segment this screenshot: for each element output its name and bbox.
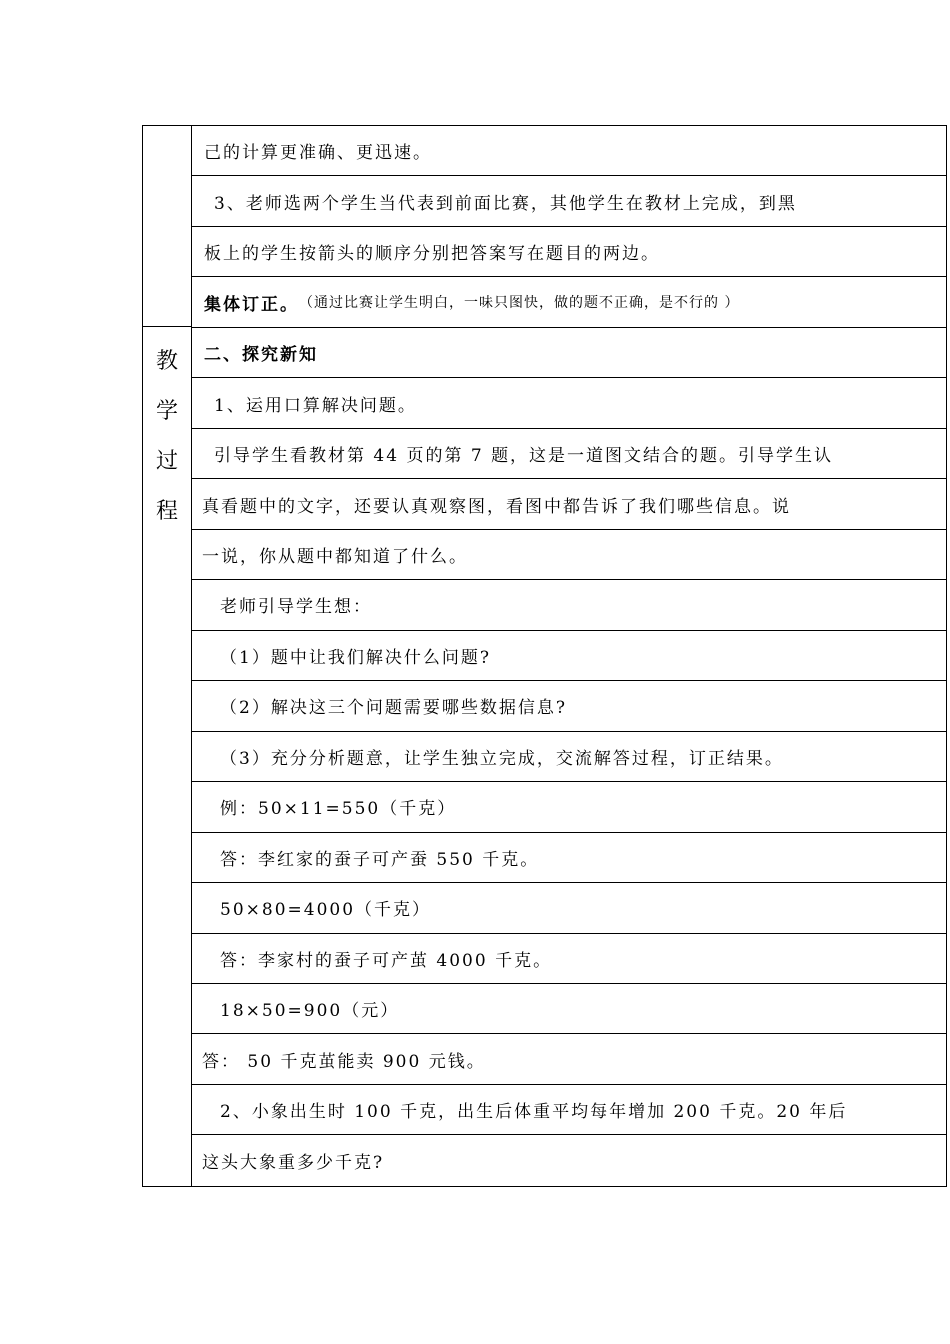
content-row: 一说，你从题中都知道了什么。 [192, 530, 946, 580]
content-row: （3）充分分析题意，让学生独立完成，交流解答过程，订正结果。 [192, 732, 946, 782]
label-column [143, 126, 192, 1186]
content-row: 18×50=900（元） [192, 984, 946, 1034]
content-row: 答： 50 千克茧能卖 900 元钱。 [192, 1034, 946, 1084]
content-column [192, 126, 946, 1186]
content-row: 老师引导学生想： [192, 580, 946, 630]
content-row: 50×80=4000（千克） [192, 883, 946, 933]
content-row: 例：50×11=550（千克） [192, 782, 946, 832]
collective-correction-text: 集体订正。 [204, 294, 299, 315]
content-row [192, 277, 946, 327]
blank-label-cell [143, 126, 191, 327]
section-label-char: 过 [155, 449, 178, 474]
content-row: （2）解决这三个问题需要哪些数据信息? [192, 681, 946, 731]
content-row: 1、运用口算解决问题。 [192, 378, 946, 428]
section-label-char: 教 [155, 349, 178, 374]
content-row: 板上的学生按箭头的顺序分别把答案写在题目的两边。 [192, 227, 946, 277]
section-label-char: 程 [155, 499, 178, 524]
lesson-plan-table [142, 125, 947, 1187]
content-row: 答：李家村的蚕子可产茧 4000 千克。 [192, 934, 946, 984]
content-row: 3、老师选两个学生当代表到前面比赛，其他学生在教材上完成，到黑 [192, 176, 946, 226]
content-row: 答：李红家的蚕子可产蚕 550 千克。 [192, 833, 946, 883]
content-row: 引导学生看教材第 44 页的第 7 题，这是一道图文结合的题。引导学生认 [192, 429, 946, 479]
correction-note: （通过比赛让学生明白，一味只图快，做的题不正确，是不行的 ） [299, 295, 740, 312]
content-row: 这头大象重多少千克? [202, 1153, 385, 1174]
content-row: 真看题中的文字，还要认真观察图，看图中都告诉了我们哪些信息。说 [192, 479, 946, 529]
section-heading: 二、探究新知 [192, 328, 946, 378]
content-row: 己的计算更准确、更迅速。 [192, 126, 946, 176]
section-label-teaching-process [143, 327, 191, 1186]
content-row: （1）题中让我们解决什么问题? [192, 631, 946, 681]
content-row: 2、小象出生时 100 千克，出生后体重平均每年增加 200 千克。20 年后 [192, 1085, 946, 1135]
section-label-char: 学 [155, 399, 178, 424]
